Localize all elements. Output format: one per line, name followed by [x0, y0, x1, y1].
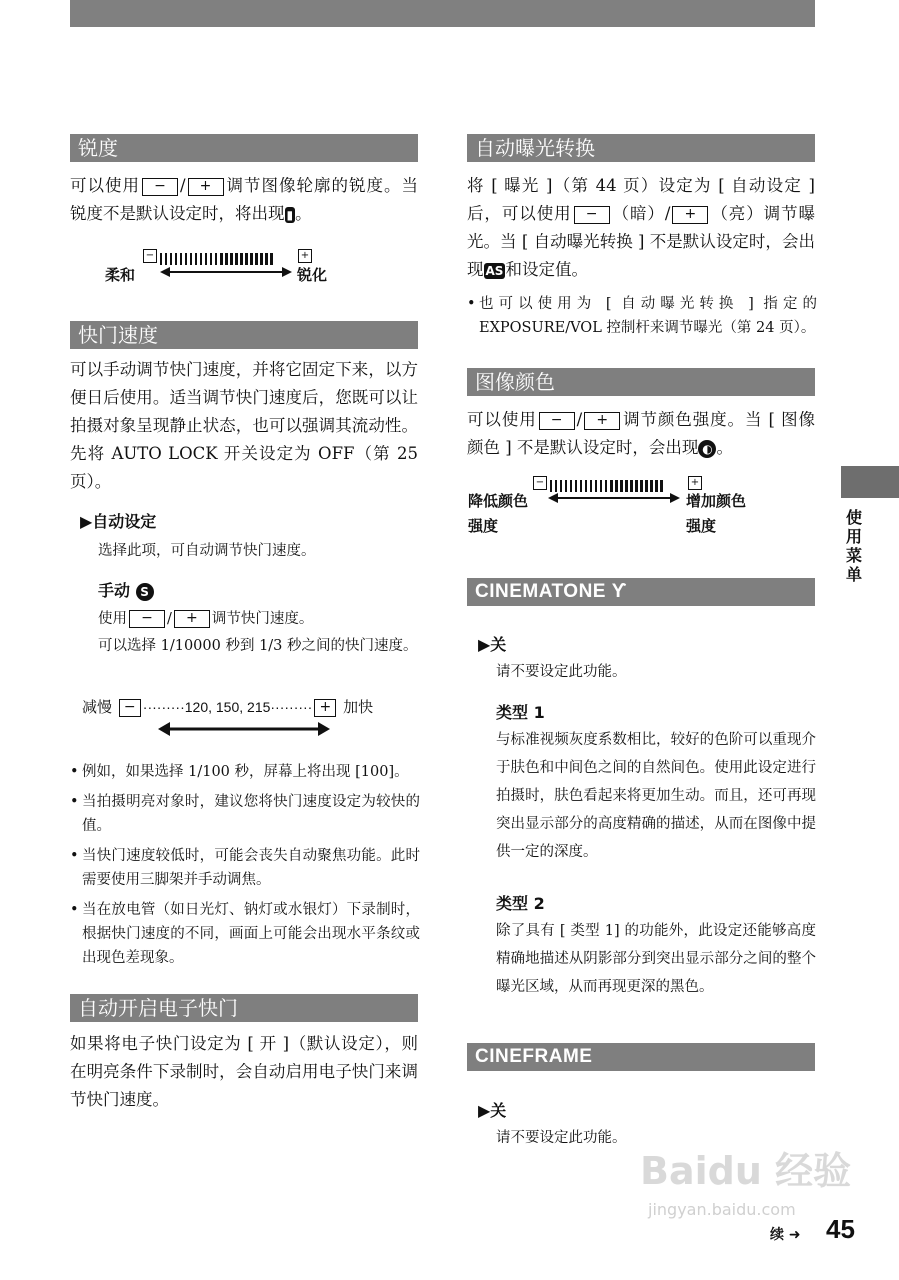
scale-soft-label: 柔和: [105, 266, 136, 284]
ae-shift-icon: AS: [485, 263, 504, 278]
scale-plus-icon: +: [688, 476, 702, 490]
auto-slow-shutter-paragraph: 如果将电子快门设定为 [ 开 ]（默认设定），则在明亮条件下录制时，会自动启用电子快门来调节快门速度。: [70, 1034, 418, 1109]
ae-shift-text-b: （亮）调节曝光。当 [ 自动曝光转换 ] 不是默认设定时，会出现: [467, 204, 816, 279]
list-item: • 当快门速度较低时，可能会丧失自动聚焦功能。此时需要使用三脚架并手动调焦。: [70, 844, 420, 892]
scale-fast-label: 加快: [343, 698, 374, 716]
list-item: • 例如，如果选择 1/100 秒，屏幕上将出现 [100]。: [70, 760, 420, 784]
list-item: • 当在放电管（如日光灯、钠灯或水银灯）下录制时，根据快门速度的不同，画面上可能会出现水平条纹或出现色差现象。: [70, 898, 420, 970]
type1-label: 类型 1: [496, 703, 545, 722]
ae-shift-notes: [467, 292, 817, 346]
scale-minus-icon: −: [143, 249, 157, 263]
manual-range-text: 可以选择 1/10000 秒到 1/3 秒之间的快门速度。: [98, 638, 418, 654]
double-arrow-icon: [158, 722, 330, 736]
plus-button-icon: +: [188, 178, 224, 196]
plus-button-icon: +: [314, 699, 336, 717]
sharpness-text-b: 调节图像轮廓的锐度。当锐度不是默认设定时，将出现: [70, 176, 419, 223]
section-title-ae-shift: [467, 134, 815, 162]
scale-increase-label-2: 强度: [686, 517, 717, 535]
section-title-color-level: [467, 368, 815, 396]
double-arrow-icon: [548, 492, 680, 504]
plus-button-icon: +: [672, 206, 708, 224]
list-item: • 当拍摄明亮对象时，建议您将快门速度设定为较快的值。: [70, 790, 420, 838]
ae-shift-title-text: 自动曝光转换: [475, 136, 595, 160]
double-arrow-icon: [160, 266, 292, 278]
scale-values: ·········120, 150, 215·········: [142, 699, 313, 715]
cineframe-off-text: 请不要设定此功能。: [496, 1130, 627, 1146]
color-level-icon: ◐: [698, 440, 716, 458]
shutter-paragraph: 可以手动调节快门速度，并将它固定下来，以方便日后使用。适当调节快门速度后，您既可以让拍摄对象呈现静止状态，也可以强调其流动性。先将 AUTO LOCK 开关设定为 OFF（第 25 页）。: [70, 360, 418, 491]
section-title-auto-slow-shutter: [70, 994, 418, 1022]
shutter-title-text: 快门速度: [78, 323, 158, 347]
section-title-cinematone: [467, 578, 815, 606]
minus-button-icon: −: [129, 610, 165, 628]
plus-button-icon: +: [584, 412, 620, 430]
ae-shift-text-c: 和设定值。: [505, 260, 588, 279]
cineframe-off-label: ▶关: [478, 1101, 507, 1120]
sharpness-title-text: 锐度: [78, 136, 118, 160]
cinematone-title-text: CINEMATONE ϒ: [475, 581, 627, 602]
continued-label: 续 ➜: [770, 1227, 801, 1243]
ae-shift-text-a: 将 [ 曝光 ]（第 44 页）设定为 [ 自动设定 ] 后，可以使用: [467, 176, 815, 223]
color-text-a: 可以使用: [467, 410, 537, 429]
watermark-logo: Baidu 经验: [640, 1149, 852, 1193]
scale-decrease-label: 降低颜色: [468, 492, 529, 510]
cinematone-off-label: ▶关: [478, 635, 507, 654]
side-tab-marker: [841, 466, 899, 498]
cineframe-title-text: CINEFRAME: [475, 1046, 593, 1067]
auto-setting-text: 选择此项，可自动调节快门速度。: [98, 543, 316, 559]
scale-decrease-label-2: 强度: [468, 517, 499, 535]
type2-text: 除了具有 [ 类型 1] 的功能外，此设定还能够高度精确地描述从阴影部分到突出显示部分之间的整个曝光区域，从而再现更深的黑色。: [496, 923, 816, 995]
minus-button-icon: −: [142, 178, 178, 196]
ae-shift-paragraph: [467, 172, 815, 284]
side-tab-label: 使用菜单: [846, 508, 863, 584]
manual-text-b: 调节快门速度。: [211, 611, 314, 627]
section-title-cineframe: [467, 1043, 815, 1071]
manual-s-icon: S: [136, 583, 154, 601]
type2-label: 类型 2: [496, 894, 545, 913]
scale-increase-label: 增加颜色: [686, 492, 747, 510]
auto-slow-shutter-title-text: 自动开启电子快门: [78, 996, 238, 1020]
sharpness-scale-ticks: [160, 250, 275, 262]
slash: /: [576, 410, 583, 429]
scale-slow-label: 减慢: [82, 698, 113, 716]
slash: /: [167, 611, 172, 627]
plus-button-icon: +: [174, 610, 210, 628]
header-bar: [70, 0, 815, 27]
sharpness-text-a: 可以使用: [70, 176, 140, 195]
color-text-b: 调节颜色强度。当 [ 图像颜色 ] 不是默认设定时，会出现: [467, 410, 815, 457]
manual-text: [98, 606, 418, 632]
section-title-sharpness: [70, 134, 418, 162]
section-title-shutter: [70, 321, 418, 349]
scale-sharp-label: 锐化: [297, 266, 328, 284]
scale-plus-icon: +: [298, 249, 312, 263]
list-item: • 也可以使用为 [ 自动曝光转换 ] 指定的 EXPOSURE/VOL 控制杆来调节曝光（第 24 页）。: [467, 292, 817, 340]
minus-button-icon: −: [539, 412, 575, 430]
page-number: 45: [826, 1214, 855, 1244]
sharpness-paragraph: 可以使用 − / + 调节图像轮廓的锐度。当锐度不是默认设定时，将出现 ▮ 。: [70, 176, 419, 223]
color-scale-ticks: [550, 477, 665, 489]
cinematone-off-text: 请不要设定此功能。: [496, 664, 627, 680]
type1-text: 与标准视频灰度系数相比，较好的色阶可以重现介于肤色和中间色之间的自然间色。使用此设定进行拍摄时，肤色看起来将更加生动。而且，还可再现突出显示部分的高度精确的描述，从而在图像中提供一定的深度。: [496, 732, 816, 860]
manual-label: [98, 578, 154, 601]
slash: /: [179, 176, 186, 195]
minus-button-icon: −: [574, 206, 610, 224]
auto-setting-label: ▶自动设定: [80, 512, 157, 531]
sharpness-indicator-icon: ▮: [286, 207, 294, 222]
manual-label-text: 手动: [98, 581, 131, 600]
scale-minus-icon: −: [533, 476, 547, 490]
minus-button-icon: −: [119, 699, 141, 717]
shutter-scale: [82, 696, 373, 717]
manual-text-a: 使用: [98, 611, 127, 627]
color-level-title-text: 图像颜色: [475, 370, 555, 394]
shutter-notes: [70, 760, 420, 976]
ae-shift-text-dark: （暗）/: [611, 204, 671, 223]
color-level-paragraph: 可以使用 − / + 调节颜色强度。当 [ 图像颜色 ] 不是默认设定时，会出现 ◐ 。: [467, 410, 815, 457]
watermark-url: jingyan.baidu.com: [648, 1200, 796, 1219]
